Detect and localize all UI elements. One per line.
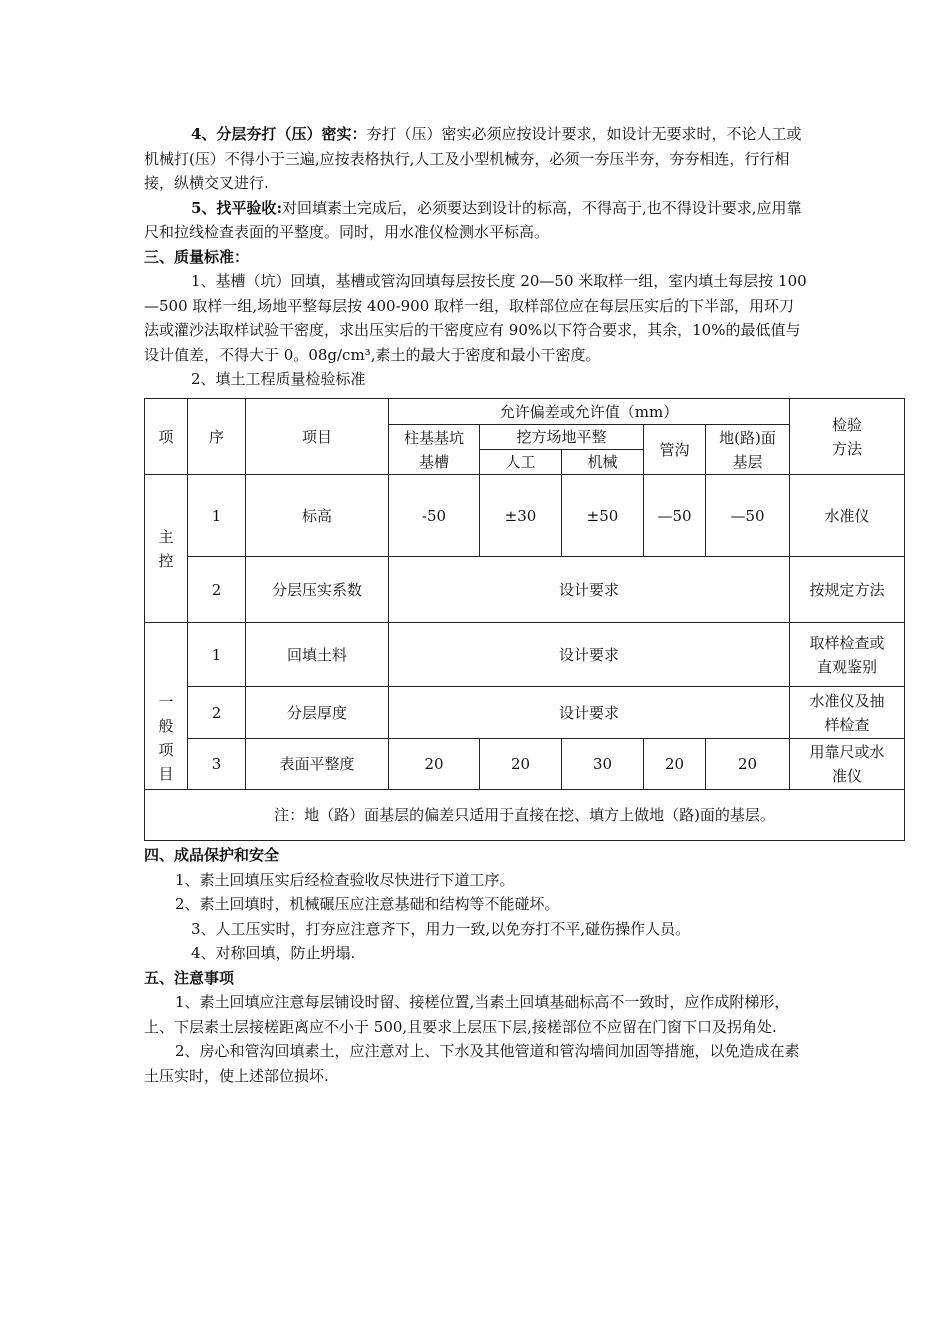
row-v1: -50 [389, 475, 480, 557]
item4-label: 4、分层夯打（压）密实： [191, 125, 367, 143]
row-span: 设计要求 [389, 557, 790, 623]
sec3-heading: 三、质量标准： [144, 247, 250, 266]
header-xiang: 项 [145, 399, 188, 475]
header-ground-b: 基层 [732, 452, 763, 471]
row-method-b: 样检查 [824, 715, 870, 734]
row-v4: —50 [644, 475, 706, 557]
header-ground-a: 地(路)面 [719, 428, 776, 447]
row-method-a: 取样检查或 [809, 633, 885, 652]
row-no: 2 [188, 687, 246, 739]
row-method-a: 水准仪及抽 [809, 691, 885, 710]
row-v5: —50 [706, 475, 790, 557]
row-method-a: 用靠尺或水 [809, 743, 885, 761]
header-pipe: 管沟 [644, 425, 706, 475]
sec5-heading: 五、注意事项 [144, 968, 235, 987]
general-label-1: 一 [158, 692, 174, 711]
main-label-2: 控 [158, 551, 174, 570]
row-v4: 20 [644, 739, 706, 790]
item5-paragraph [144, 196, 808, 245]
row-v3: ±50 [562, 475, 644, 557]
header-col1 [389, 425, 480, 475]
header-manual: 人工 [480, 450, 562, 475]
table-row [145, 739, 905, 790]
row-span: 设计要求 [389, 687, 790, 739]
row-v5: 20 [706, 739, 790, 790]
header-site: 挖方场地平整 [480, 425, 644, 450]
row-method: 按规定方法 [790, 557, 905, 623]
row-item: 回填土料 [246, 623, 389, 687]
table-row [145, 475, 905, 557]
table-caption: 2、填土工程质量检验标准 [191, 370, 366, 388]
row-no: 1 [188, 475, 246, 557]
row-no: 3 [188, 739, 246, 790]
general-label-2: 般 [158, 716, 174, 735]
sec4-item-4: 4、对称回填，防止坍塌. [191, 944, 356, 962]
general-blank [145, 623, 188, 687]
general-label [145, 687, 188, 790]
sec4-item-1: 1、素土回填压实后经检查验收尽快进行下道工序。 [175, 870, 515, 889]
item5-label: 5、找平验收: [191, 198, 282, 217]
row-method-b: 直观鉴别 [817, 657, 878, 676]
sec5-paragraph-2: 2、房心和管沟回填素土，应注意对上、下水及其他管道和管沟墙间加固等措施，以免造成在素土压实时，使上述部位损坏. [144, 1042, 800, 1085]
item4-paragraph [144, 122, 808, 196]
header-method-a: 检验 [832, 415, 863, 434]
row-item: 分层厚度 [246, 687, 389, 739]
table-note: 注：地（路）面基层的偏差只适用于直接在挖、填方上做地（路)面的基层。 [145, 790, 905, 841]
sec4-item-2: 2、素土回填时，机械碾压应注意基础和结构等不能碰坏。 [175, 895, 560, 913]
quality-table [144, 398, 905, 841]
row-no: 1 [188, 623, 246, 687]
sec3-paragraph: 1、基槽（坑）回填，基槽或管沟回填每层按长度 20—50 米取样一组，室内填土每层按 100—500 取样一组,场地平整每层按 400-900 取样一组，取样部位应在每层压实后的下半部，用环刀法或灌沙法取样试验干密度，求出压实后的干密度应有 90%以下符合要求，其余，10%的最低值与设计值差，不得大于 0。08g/cm³,素土的最大于密度和最小干密度。 [144, 272, 807, 364]
row-method [790, 623, 905, 687]
header-item: 项目 [246, 399, 389, 475]
table-row [145, 557, 905, 623]
header-machine: 机械 [562, 450, 644, 475]
item5-text: 对回填素土完成后，必须要达到设计的标高，不得高于,也不得设计要求,应用靠尺和拉线检查表面的平整度。同时，用水准仪检测水平标高。 [144, 198, 802, 241]
row-v2: ±30 [480, 475, 562, 557]
row-item: 表面平整度 [246, 739, 389, 790]
header-col1-a: 柱基基坑 [403, 428, 464, 447]
sec4-item-3: 3、人工压实时，打夯应注意齐下，用力一致,以免夯打不平,碰伤操作人员。 [191, 919, 691, 938]
row-no: 2 [188, 557, 246, 623]
main-label-1: 主 [158, 527, 174, 546]
row-method [790, 739, 905, 790]
sec5-paragraph-1: 1、素土回填应注意每层铺设时留、接槎位置,当素土回填基础标高不一致时，应作成附梯形，上、下层素土层接槎距离应不小于 500,且要求上层压下层,接槎部位不应留在门窗下口及拐角处. [144, 993, 790, 1036]
row-method-b: 准仪 [832, 767, 863, 785]
header-tolerance: 允许偏差或允许值（mm） [389, 399, 790, 425]
row-item: 分层压实系数 [246, 557, 389, 623]
item4-text: 夯打（压）密实必须应按设计要求，如设计无要求时，不论人工或机械打(压）不得小于三遍,应按表格执行,人工及小型机械夯，必须一夯压半夯，夯夯相连，行行相接，纵横交叉进行. [144, 125, 802, 192]
header-method [790, 399, 905, 475]
table-row [145, 687, 905, 739]
table-row [145, 623, 905, 687]
row-v3: 30 [562, 739, 644, 790]
header-ground [706, 425, 790, 475]
sec4-heading: 四、成品保护和安全 [144, 846, 280, 864]
main-control-label [145, 475, 188, 623]
row-method [790, 687, 905, 739]
row-v2: 20 [480, 739, 562, 790]
general-label-3: 项 [158, 740, 174, 759]
row-span: 设计要求 [389, 623, 790, 687]
header-col1-b: 基槽 [418, 452, 449, 471]
row-item: 标高 [246, 475, 389, 557]
header-method-b: 方法 [832, 439, 863, 458]
general-label-4: 目 [158, 764, 174, 783]
upper-text [144, 122, 808, 392]
header-xu: 序 [188, 399, 246, 475]
table-note-row [145, 790, 905, 841]
row-v1: 20 [389, 739, 480, 790]
lower-text [144, 843, 808, 1088]
row-method: 水准仪 [790, 475, 905, 557]
